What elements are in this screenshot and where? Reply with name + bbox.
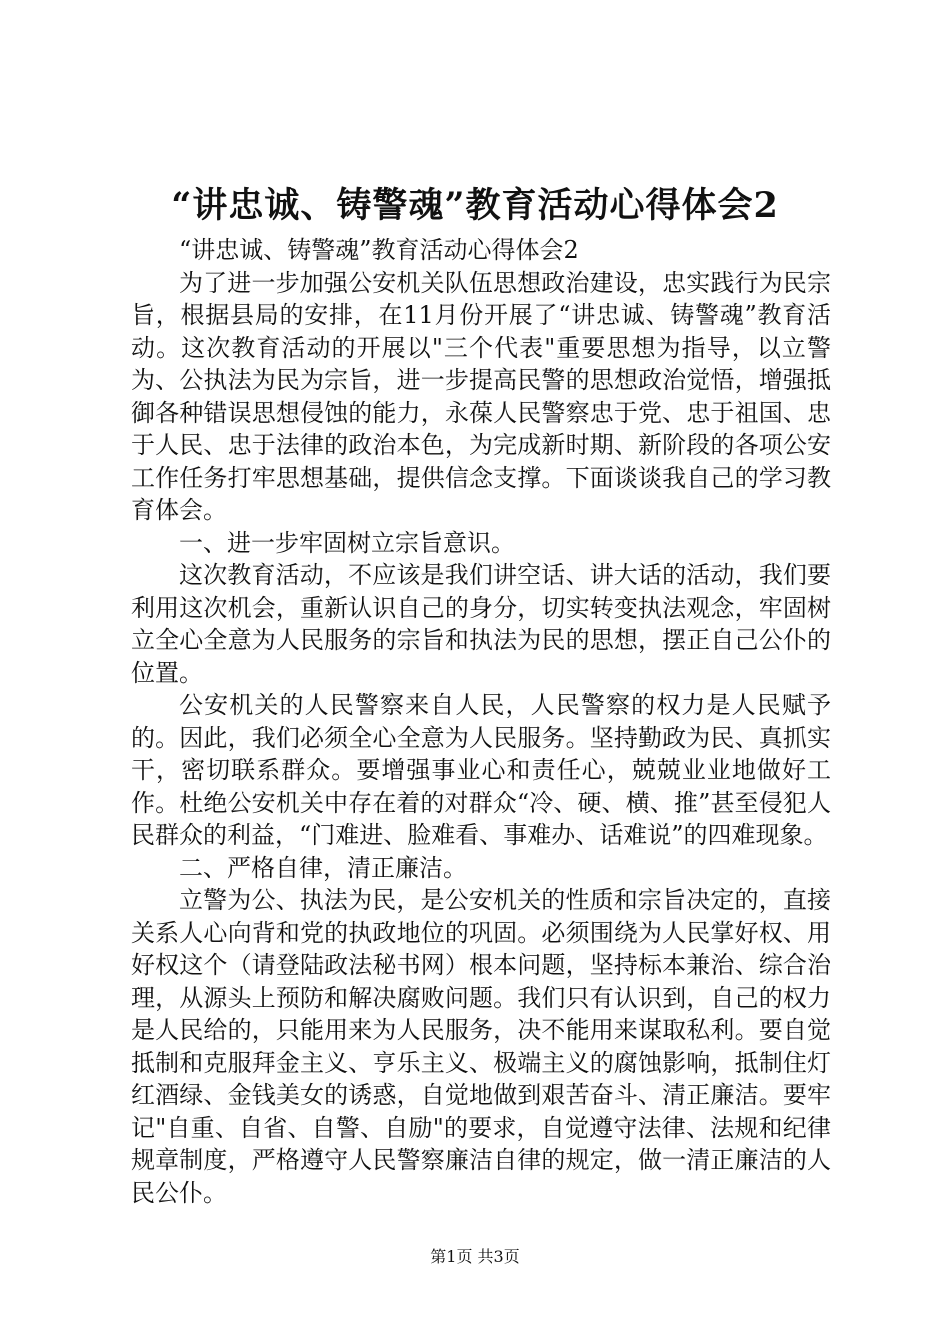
paragraph-subtitle: “讲忠诚、铸警魂”教育活动心得体会2 [179,236,579,264]
paragraph: 立警为公、执法为民，是公安机关的性质和宗旨决定的，直接关系人心向背和党的执政地位的巩固。必须围绕为人民掌好权、用好权这个（请登陆政法秘书网）根本问题，坚持标本兼治、综合治理，从源头上预防和解决腐败问题。我们只有认识到，自己的权力是人民给的，只能用来为人民服务，决不能用来谋取私利。要自觉抵制和克服拜金主义、亨乐主义、极端主义的腐蚀影响，抵制住灯红酒绿、金钱美女的诱惑，自觉地做到艰苦奋斗、清正廉洁。要牢记"自重、自省、自警、自励"的要求，自觉遵守法律、法规和纪律规章制度，严格遵守人民警察廉洁自律的规定，做一清正廉洁的人民公仆。 [131,886,831,1207]
paragraph: 公安机关的人民警察来自人民，人民警察的权力是人民赋予的。因此，我们必须全心全意为人民服务。坚持勤政为民、真抓实干，密切联系群众。要增强事业心和责任心，兢兢业业地做好工作。杜绝公安机关中存在着的对群众“冷、硬、横、推”甚至侵犯人民群众的利益，“门难进、脸难看、事难办、话难说”的四难现象。 [131,691,831,849]
document-body [131,234,831,1209]
section-heading-2: 二、严格自律，清正廉洁。 [179,853,467,882]
page-number: 第1页 共3页 [430,1247,520,1266]
paragraph-intro: 为了进一步加强公安机关队伍思想政治建设，忠实践行为民宗旨，根据县局的安排，在11月份开展了“讲忠诚、铸警魂”教育活动。这次教育活动的开展以"三个代表"重要思想为指导，以立警为、公执法为民为宗旨，进一步提高民警的思想政治觉悟，增强抵御各种错误思想侵蚀的能力，永葆人民警察忠于党、忠于祖国、忠于人民、忠于法律的政治本色，为完成新时期、新阶段的各项公安工作任务打牢思想基础，提供信念支撑。下面谈谈我自己的学习教育体会。 [131,268,831,524]
paragraph: 这次教育活动，不应该是我们讲空话、讲大话的活动，我们要利用这次机会，重新认识自己的身分，切实转变执法观念，牢固树立全心全意为人民服务的宗旨和执法为民的思想，摆正自己公仆的位置。 [131,561,831,687]
section-heading-1: 一、进一步牢固树立宗旨意识。 [179,528,515,557]
document-title: “讲忠诚、铸警魂”教育活动心得体会2 [171,185,779,226]
